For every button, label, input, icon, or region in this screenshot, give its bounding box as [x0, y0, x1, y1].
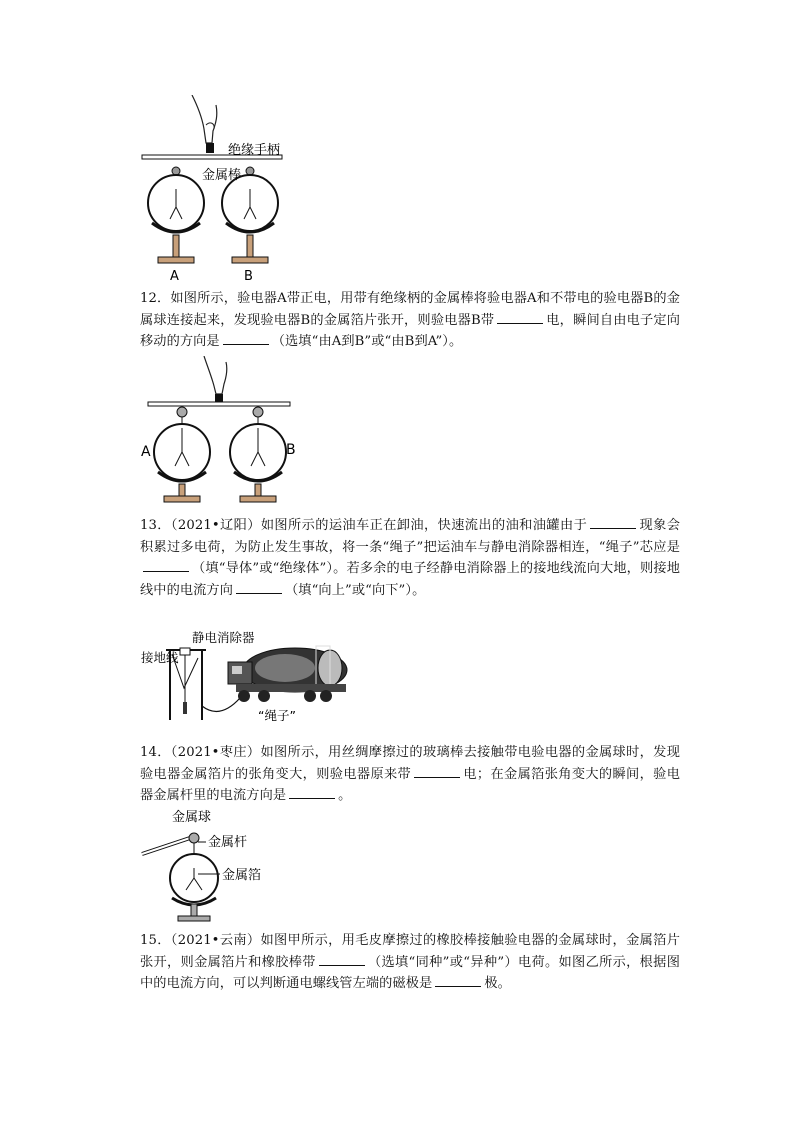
hand-icon — [204, 356, 227, 394]
question-14 — [140, 742, 680, 807]
label-metal-foil: 金属箔 — [222, 868, 262, 883]
question-text-part2: 电，瞬间自由电子定向移动的方向是 — [140, 312, 680, 349]
question-text-part3: （选填“由A到B”或“由B到A”）。 — [271, 334, 463, 349]
figure-electroscope-glass-rod — [140, 808, 280, 928]
question-12 — [140, 288, 680, 353]
figure-oil-tanker — [140, 628, 350, 728]
answer-blank-2[interactable] — [143, 559, 189, 572]
label-ground-wire: 接地线 — [141, 650, 179, 665]
answer-blank-1[interactable] — [590, 516, 636, 529]
question-text-part2: （选填“同种”或“异种”）电荷。如图乙所示，根据图中的电流方向，可以判断通电螺线管左端的磁极是 — [140, 954, 680, 991]
answer-blank-2[interactable] — [435, 974, 481, 987]
label-b: B — [244, 269, 253, 284]
figure-electroscopes-connected — [140, 356, 300, 511]
figure-electroscopes-with-handle — [140, 95, 310, 285]
handle-grip — [215, 394, 223, 402]
question-text-part2: 现象会积累过多电荷，为防止发生事故，将一条“绳子”把运油车与静电消除器相连，“绳子”芯应是 — [140, 518, 680, 555]
metal-rod — [148, 402, 290, 406]
question-number: 15． — [140, 933, 171, 948]
question-text-part1: （2021•辽阳）如图所示的运油车正在卸油，快速流出的油和油罐由于 — [170, 518, 588, 533]
question-number: 12． — [140, 291, 171, 306]
question-text-part1: （2021•云南）如图甲所示，用毛皮摩擦过的橡胶棒接触验电器的金属球时，金属箔片张开，则金属箔片和橡胶棒带 — [140, 933, 680, 970]
electroscope-a — [148, 167, 204, 263]
electroscope-a — [154, 407, 210, 502]
label-metal-rod: 金属棒 — [202, 168, 242, 183]
label-a: A — [170, 269, 179, 284]
handle-grip — [206, 143, 214, 153]
label-static-eliminator: 静电消除器 — [192, 630, 255, 645]
label-b: B — [286, 442, 296, 458]
hand-icon — [192, 95, 217, 143]
label-insulated-handle: 绝缘手柄 — [228, 143, 281, 158]
question-text-part3: 极。 — [484, 976, 511, 991]
question-number: 13． — [140, 518, 171, 533]
electroscope-b — [230, 407, 286, 502]
answer-blank-1[interactable] — [497, 311, 543, 324]
question-text-part2: 电；在金属箔张角变大的瞬间，验电器金属杆里的电流方向是 — [140, 766, 680, 803]
label-metal-ball: 金属球 — [172, 810, 212, 825]
question-text-part3: （填“导体”或“绝缘体”）。若多余的电子经静电消除器上的接地线流向大地，则接地线中的电流方向 — [140, 561, 680, 598]
question-15 — [140, 930, 680, 995]
question-text-part3: 。 — [338, 788, 352, 803]
label-metal-rod: 金属杆 — [208, 835, 248, 850]
answer-blank-3[interactable] — [236, 581, 282, 594]
question-text-part1: 如图所示，验电器A带正电，用带有绝缘柄的金属棒将验电器A和不带电的验电器B的金属球连接起来，发现验电器B的金属箔片张开，则验电器B带 — [140, 291, 680, 328]
question-number: 14． — [140, 745, 171, 760]
label-rope: “绳子” — [258, 708, 296, 723]
answer-blank-1[interactable] — [414, 765, 460, 778]
label-a: A — [141, 444, 151, 460]
question-13 — [140, 515, 680, 601]
question-text-part1: （2021•枣庄）如图所示，用丝绸摩擦过的玻璃棒去接触带电验电器的金属球时，发现验电器金属箔片的张角变大，则验电器原来带 — [140, 745, 680, 782]
answer-blank-1[interactable] — [319, 953, 365, 966]
answer-blank-2[interactable] — [223, 332, 269, 345]
answer-blank-2[interactable] — [289, 786, 335, 799]
question-text-part4: （填“向上”或“向下”）。 — [285, 582, 426, 598]
tanker-truck — [228, 646, 347, 702]
